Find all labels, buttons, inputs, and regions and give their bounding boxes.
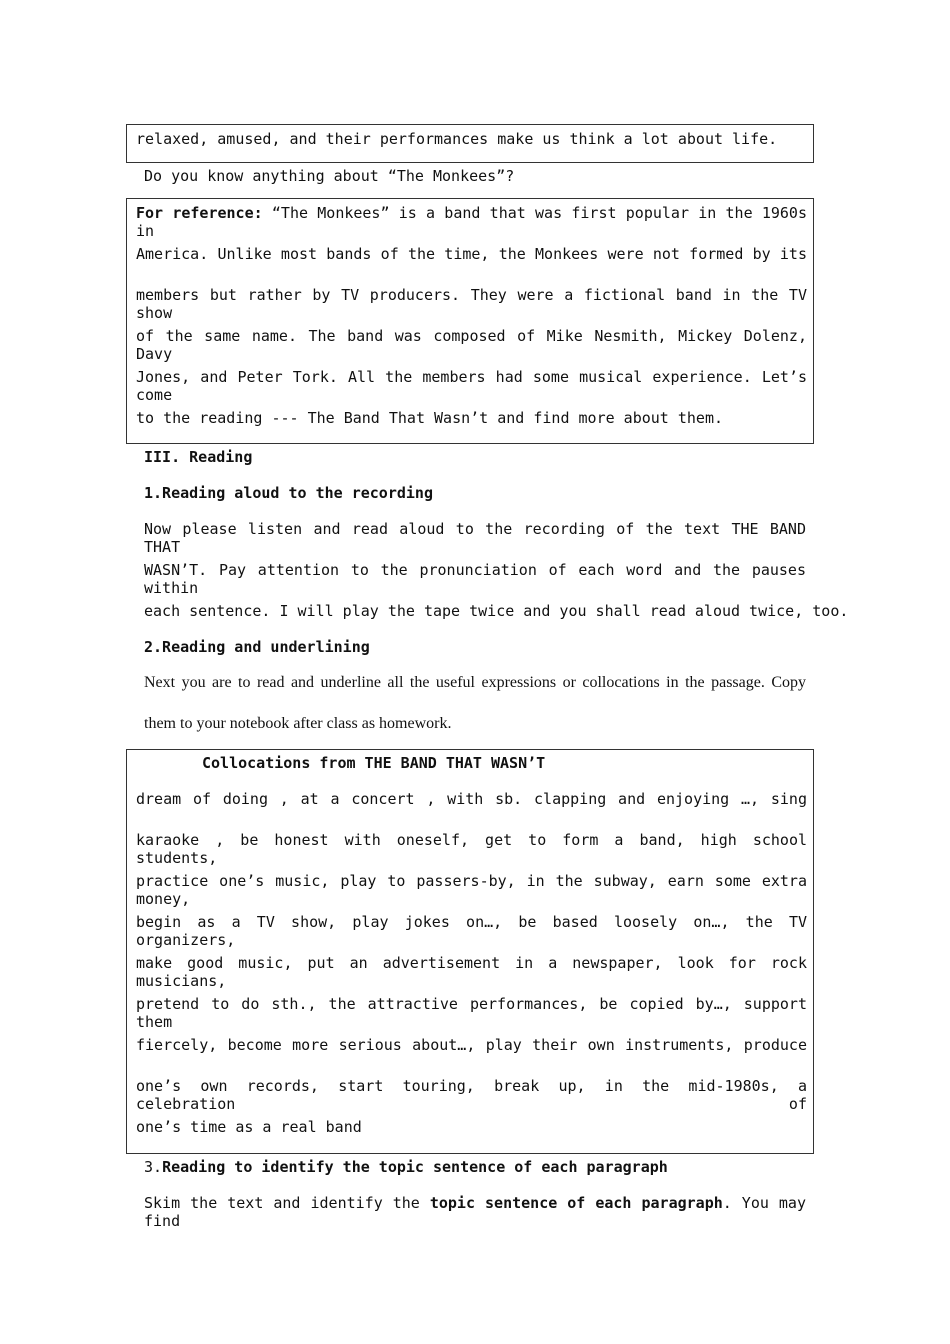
reference-line: to the reading --- The Band That Wasn’t and find more about them. [136,409,723,427]
subsection-2-line: them to your notebook after class as homework. [144,715,452,732]
reference-box [126,198,814,444]
subsection-1-line: WASN’T. Pay attention to the pronunciation of each word and the pauses within [144,561,806,597]
collocation-line: dream of doing , at a concert , with sb. clapping and enjoying …, sing [136,790,807,808]
monkees-question: Do you know anything about “The Monkees”? [144,167,515,185]
reference-line-1-text: “The Monkees” is a band that was first popular in the 1960s in [136,204,807,240]
intro-box [126,124,814,163]
collocation-line: practice one’s music, play to passers-by, in the subway, earn some extra money, [136,872,807,908]
subsection-3-number: 3. [144,1158,163,1176]
reference-line: members but rather by TV producers. They were a fictional band in the TV show [136,286,807,322]
subsection-1-line: Now please listen and read aloud to the recording of the text THE BAND THAT [144,520,806,556]
reference-line: America. Unlike most bands of the time, the Monkees were not formed by its [136,245,807,263]
subsection-3-line-bold: topic sentence of each paragraph [429,1194,723,1212]
collocation-line: begin as a TV show, play jokes on…, be based loosely on…, the TV organizers, [136,913,807,949]
collocation-line: make good music, put an advertisement in a newspaper, look for rock musicians, [136,954,807,990]
subsection-3-title: Reading to identify the topic sentence of each paragraph [162,1158,668,1176]
collocations-box [126,749,814,1154]
subsection-3-line [144,1194,806,1230]
section-heading: III. Reading [144,448,253,466]
collocation-line: one’s time as a real band [136,1118,362,1136]
collocation-line: pretend to do sth., the attractive performances, be copied by…, support them [136,995,807,1031]
subsection-3-heading [144,1158,668,1176]
subsection-1-line: each sentence. I will play the tape twice and you shall read aloud twice, too. [144,602,849,620]
reference-label: For reference: [136,204,263,222]
collocation-line: one’s own records, start touring, break up, in the mid-1980s, a celebration of [136,1077,807,1113]
subsection-3-line-end: . You may find [144,1194,806,1230]
reference-line-1 [136,204,807,240]
collocation-line: karaoke , be honest with oneself, get to form a band, high school students, [136,831,807,867]
subsection-1-heading: 1.Reading aloud to the recording [144,484,433,502]
reference-line: Jones, and Peter Tork. All the members had some musical experience. Let’s come [136,368,807,404]
subsection-2-line: Next you are to read and underline all the useful expressions or collocations in the passage. Copy [144,674,806,691]
reference-line: of the same name. The band was composed of Mike Nesmith, Mickey Dolenz, Davy [136,327,807,363]
intro-text: relaxed, amused, and their performances make us think a lot about life. [136,130,778,148]
collocation-line: fiercely, become more serious about…, play their own instruments, produce [136,1036,807,1054]
collocations-title: Collocations from THE BAND THAT WASN’T [202,754,546,772]
subsection-2-heading: 2.Reading and underlining [144,638,370,656]
subsection-3-line-start: Skim the text and identify the [144,1194,430,1212]
